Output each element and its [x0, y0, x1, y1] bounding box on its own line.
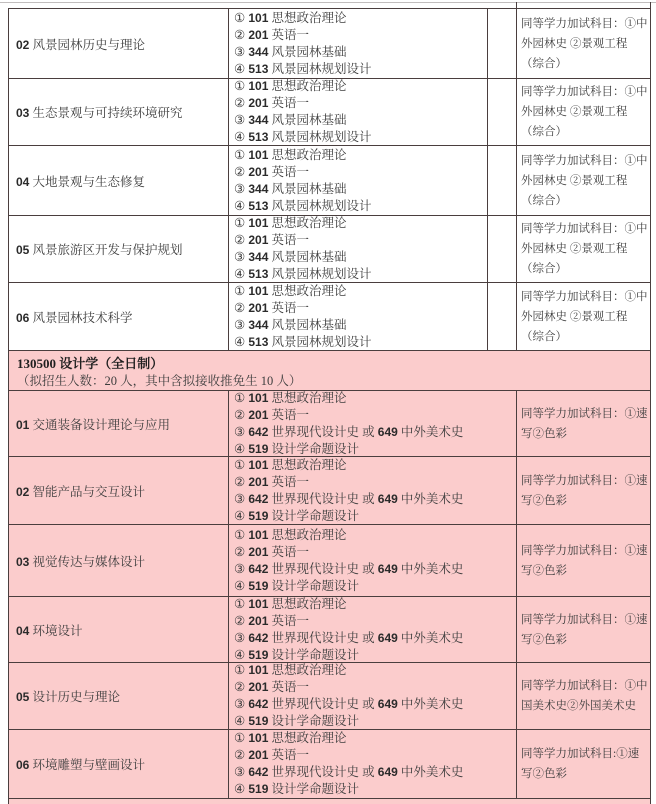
exam-subject-line: ② 201 英语一 [234, 27, 310, 42]
exam-subject-line: ④ 519 设计学命题设计 [234, 647, 360, 662]
exam-subject-line: ② 201 英语一 [234, 233, 310, 247]
research-direction-cell [9, 146, 229, 215]
program-row [9, 663, 650, 730]
additional-subjects-text: 同等学力加试科目：①中外园林史 ②景观工程（综合） [521, 290, 648, 343]
research-direction-cell [9, 525, 229, 596]
research-direction-cell [9, 79, 229, 145]
exam-subject-line: ④ 519 设计学命题设计 [234, 441, 360, 456]
research-direction-text: 06 环境雕塑与壁画设计 [16, 758, 145, 772]
additional-subjects-cell [517, 216, 650, 282]
additional-subjects-text: 同等学力加试科目：①速写②色彩 [521, 407, 648, 440]
program-row [9, 146, 650, 216]
exam-subject-line: ③ 344 风景园林基础 [234, 250, 347, 264]
exam-subjects-cell [229, 663, 517, 729]
exam-subjects-cell [229, 216, 488, 282]
spacer-cell [488, 79, 517, 145]
research-direction-cell [9, 597, 229, 662]
spacer-cell [488, 216, 517, 282]
additional-subjects-text: 同等学力加试科目：①速写②色彩 [521, 613, 648, 646]
exam-subjects-cell [229, 79, 488, 145]
exam-subject-line: ③ 344 风景园林基础 [234, 113, 347, 127]
exam-subject-line: ② 201 英语一 [234, 544, 310, 559]
exam-subject-line: ③ 642 世界现代设计史 或 649 中外美术史 [234, 697, 464, 711]
additional-subjects-cell [517, 391, 650, 456]
exam-subjects-cell [229, 457, 517, 524]
program-row [9, 730, 650, 799]
exam-subjects-cell [229, 146, 488, 215]
exam-subject-line: ② 201 英语一 [234, 407, 310, 422]
additional-subjects-text: 同等学力加试科目：①中外园林史 ②景观工程（综合） [521, 223, 648, 275]
exam-subject-line: ② 201 英语一 [234, 680, 310, 694]
program-row [9, 391, 650, 457]
program-row [9, 597, 650, 663]
research-direction-cell [9, 730, 229, 798]
exam-subject-line: ③ 642 世界现代设计史 或 649 中外美术史 [234, 424, 464, 439]
research-direction-text: 04 环境设计 [16, 623, 83, 638]
research-direction-text: 03 生态景观与可持续环境研究 [16, 106, 183, 120]
exam-subject-line: ③ 344 风景园林基础 [234, 317, 347, 332]
additional-subjects-text: 同等学力加试科目：①中国美术史②外国美术史 [521, 680, 648, 712]
exam-subject-line: ② 201 英语一 [234, 613, 310, 628]
exam-subject-line: ③ 642 世界现代设计史 或 649 中外美术史 [234, 491, 464, 506]
exam-subject-line: ② 201 英语一 [234, 474, 310, 489]
additional-subjects-cell [517, 283, 650, 350]
exam-subject-line: ④ 513 风景园林规划设计 [234, 130, 372, 144]
exam-subjects-cell [229, 597, 517, 662]
program-quota: （拟招生人数：20 人，其中含拟接收推免生 10 人） [17, 374, 302, 388]
additional-subjects-cell [517, 525, 650, 596]
research-direction-cell [9, 391, 229, 456]
program-row [9, 525, 650, 597]
additional-subjects-cell [517, 730, 650, 798]
research-direction-cell [9, 216, 229, 282]
exam-subject-line: ③ 642 世界现代设计史 或 649 中外美术史 [234, 765, 464, 779]
exam-subject-line: ① 101 思想政治理论 [234, 216, 347, 230]
exam-subject-line: ① 101 思想政治理论 [234, 597, 347, 611]
exam-subjects-cell [229, 283, 488, 350]
exam-subject-line: ② 201 英语一 [234, 300, 310, 315]
research-direction-cell [9, 663, 229, 729]
exam-subjects-cell [229, 391, 517, 456]
exam-subject-line: ④ 519 设计学命题设计 [234, 782, 360, 796]
exam-subject-line: ① 101 思想政治理论 [234, 731, 347, 745]
additional-subjects-text: 同等学力加试科目：①中外园林史 ②景观工程（综合） [521, 17, 648, 70]
exam-subject-line: ② 201 英语一 [234, 748, 310, 762]
exam-subject-line: ④ 519 设计学命题设计 [234, 714, 360, 728]
exam-subject-line: ④ 513 风景园林规划设计 [234, 334, 372, 349]
program-row [9, 283, 650, 351]
program-title: 130500 设计学（全日制） [17, 356, 164, 371]
additional-subjects-text: 同等学力加试科目：①速写②色彩 [521, 544, 648, 577]
exam-subject-line: ③ 642 世界现代设计史 或 649 中外美术史 [234, 561, 464, 576]
exam-subjects-cell [229, 730, 517, 798]
program-section-header [9, 351, 650, 391]
exam-subject-line: ① 101 思想政治理论 [234, 10, 347, 25]
program-row [9, 216, 650, 283]
additional-subjects-text: 同等学力加试科目:①速写②色彩 [521, 748, 640, 780]
research-direction-text: 01 交通装备设计理论与应用 [16, 417, 170, 432]
additional-subjects-cell [517, 663, 650, 729]
exam-subject-line: ① 101 思想政治理论 [234, 79, 347, 93]
additional-subjects-cell [517, 457, 650, 524]
exam-subject-line: ③ 642 世界现代设计史 或 649 中外美术史 [234, 630, 464, 645]
top-divider-line [0, 2, 656, 3]
program-row [9, 9, 650, 79]
research-direction-cell [9, 9, 229, 78]
spacer-cell [488, 283, 517, 350]
research-direction-text: 04 大地景观与生态修复 [16, 174, 145, 189]
exam-subject-line: ④ 513 风景园林规划设计 [234, 198, 372, 213]
additional-subjects-text: 同等学力加试科目：①中外园林史 ②景观工程（综合） [521, 154, 648, 207]
exam-subject-line: ④ 519 设计学命题设计 [234, 578, 360, 593]
spacer-cell [488, 9, 517, 78]
additional-subjects-cell [517, 597, 650, 662]
additional-subjects-cell [517, 9, 650, 78]
exam-subject-line: ④ 513 风景园林规划设计 [234, 61, 372, 76]
exam-subject-line: ① 101 思想政治理论 [234, 457, 347, 472]
additional-subjects-cell [517, 79, 650, 145]
exam-subject-line: ① 101 思想政治理论 [234, 283, 347, 298]
exam-subject-line: ④ 513 风景园林规划设计 [234, 267, 372, 281]
research-direction-text: 05 风景旅游区开发与保护规划 [16, 243, 183, 257]
exam-subject-line: ③ 344 风景园林基础 [234, 44, 347, 59]
exam-subject-line: ① 101 思想政治理论 [234, 663, 347, 677]
program-row [9, 79, 650, 146]
exam-subject-line: ① 101 思想政治理论 [234, 147, 347, 162]
research-direction-text: 05 设计历史与理论 [16, 690, 120, 704]
admissions-table [8, 8, 651, 804]
additional-subjects-text: 同等学力加试科目：①速写②色彩 [521, 474, 648, 507]
research-direction-text: 02 智能产品与交互设计 [16, 484, 145, 499]
exam-subject-line: ② 201 英语一 [234, 96, 310, 110]
additional-subjects-cell [517, 146, 650, 215]
research-direction-cell [9, 457, 229, 524]
exam-subject-line: ② 201 英语一 [234, 164, 310, 179]
exam-subject-line: ③ 344 风景园林基础 [234, 181, 347, 196]
research-direction-cell [9, 283, 229, 350]
exam-subjects-cell [229, 9, 488, 78]
research-direction-text: 06 风景园林技术科学 [16, 310, 133, 325]
research-direction-text: 02 风景园林历史与理论 [16, 37, 145, 52]
exam-subjects-cell [229, 525, 517, 596]
additional-subjects-text: 同等学力加试科目：①中外园林史 ②景观工程（综合） [521, 86, 648, 138]
spacer-cell [488, 146, 517, 215]
next-row-partial [9, 799, 650, 804]
research-direction-text: 03 视觉传达与媒体设计 [16, 554, 145, 569]
program-row [9, 457, 650, 525]
exam-subject-line: ① 101 思想政治理论 [234, 391, 347, 405]
exam-subject-line: ① 101 思想政治理论 [234, 527, 347, 542]
exam-subject-line: ④ 519 设计学命题设计 [234, 508, 360, 523]
